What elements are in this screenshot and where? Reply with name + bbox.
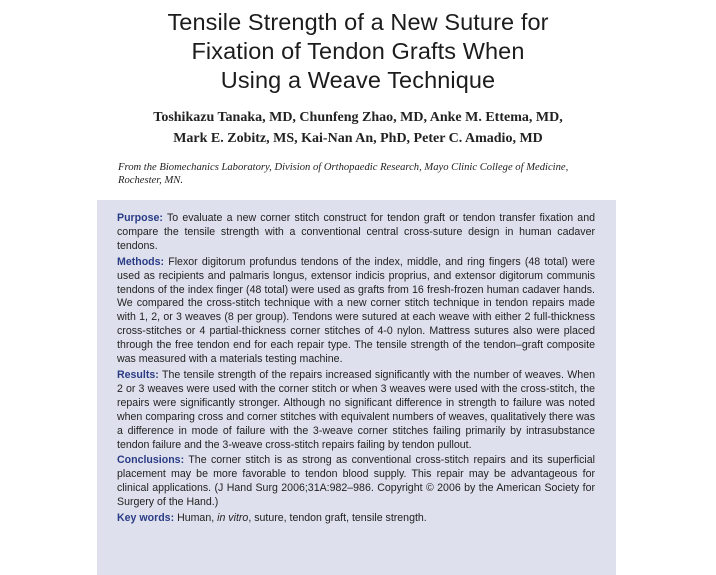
- title-line-1: Tensile Strength of a New Suture for: [167, 9, 549, 35]
- abstract-results: [117, 369, 595, 452]
- abstract: [117, 212, 595, 528]
- methods-heading: Methods:: [117, 255, 165, 268]
- keywords-text-before: Human,: [177, 512, 215, 525]
- author-line-2: Mark E. Zobitz, MS, Kai-Nan An, PhD, Peter C. Amadio, MD: [173, 131, 543, 146]
- title-line-2: Fixation of Tendon Grafts When: [191, 38, 525, 64]
- keywords-text-after: , suture, tendon graft, tensile strength.: [248, 512, 427, 525]
- abstract-keywords: [117, 512, 595, 526]
- abstract-conclusions: [117, 454, 595, 510]
- purpose-text: To evaluate a new corner stitch construct for tendon graft or tendon transfer fixation and compare the tensile strength with a conventional central cross-suture design in human cadaver tendons.: [117, 212, 595, 252]
- abstract-methods: [117, 256, 595, 367]
- keywords-text-italic: in vitro: [217, 512, 249, 525]
- author-list: [0, 107, 716, 149]
- results-text: The tensile strength of the repairs increased significantly with the number of weaves. When 2 or 3 weaves were used with the corner stitch or when 3 weaves were used with the cross-stitch, the repairs were significantly stronger. Although no significant difference in strength to failure was noted when comparing cross and corner stitches with equivalent numbers of weaves, qualitatively there was a difference in mode of failure with the 3-weave corner stitches failing primarily by intrasubstance tendon failure and the 3-weave cross-stitch repairs failing by tendon pullout.: [117, 368, 595, 451]
- author-line-1: Toshikazu Tanaka, MD, Chunfeng Zhao, MD, Anke M. Ettema, MD,: [153, 110, 563, 125]
- methods-text: Flexor digitorum profundus tendons of the index, middle, and ring fingers (48 total) were used as recipients and palmaris longus, extensor indicis proprius, and extensor digitorum communis tendons of the index finger (48 total) were used as grafts from 16 fresh-frozen human cadaver hands. We compared the cross-stitch technique with a new corner stitch technique in tendon repairs made with 1, 2, or 3 weaves (8 per group). Tendons were sutured at each weave with either 2 full-thickness cross-stitches or 4 partial-thickness corner stitches of 4-0 nylon. Mattress sutures also were placed through the free tendon end for each repair type. The tensile strength of the tendon–graft composite was measured with a materials testing machine.: [117, 255, 595, 366]
- title-line-3: Using a Weave Technique: [220, 67, 496, 93]
- keywords-heading: Key words:: [117, 512, 175, 525]
- conclusions-heading: Conclusions:: [117, 454, 185, 467]
- article-title: [0, 8, 716, 95]
- purpose-heading: Purpose:: [117, 212, 163, 224]
- conclusions-text: The corner stitch is as strong as conventional cross-stitch repairs and its superficial placement may be more favorable to tendon blood supply. This repair may be advantageous for clinical applications. (J Hand Surg 2006;31A:982–986. Copyright © 2006 by the American Society for Surgery of the Hand.): [117, 454, 595, 509]
- results-heading: Results:: [117, 368, 159, 381]
- affiliation: From the Biomechanics Laboratory, Division of Orthopaedic Research, Mayo Clinic College of Medicine, Rochester, MN.: [118, 162, 569, 186]
- abstract-purpose: [117, 212, 595, 254]
